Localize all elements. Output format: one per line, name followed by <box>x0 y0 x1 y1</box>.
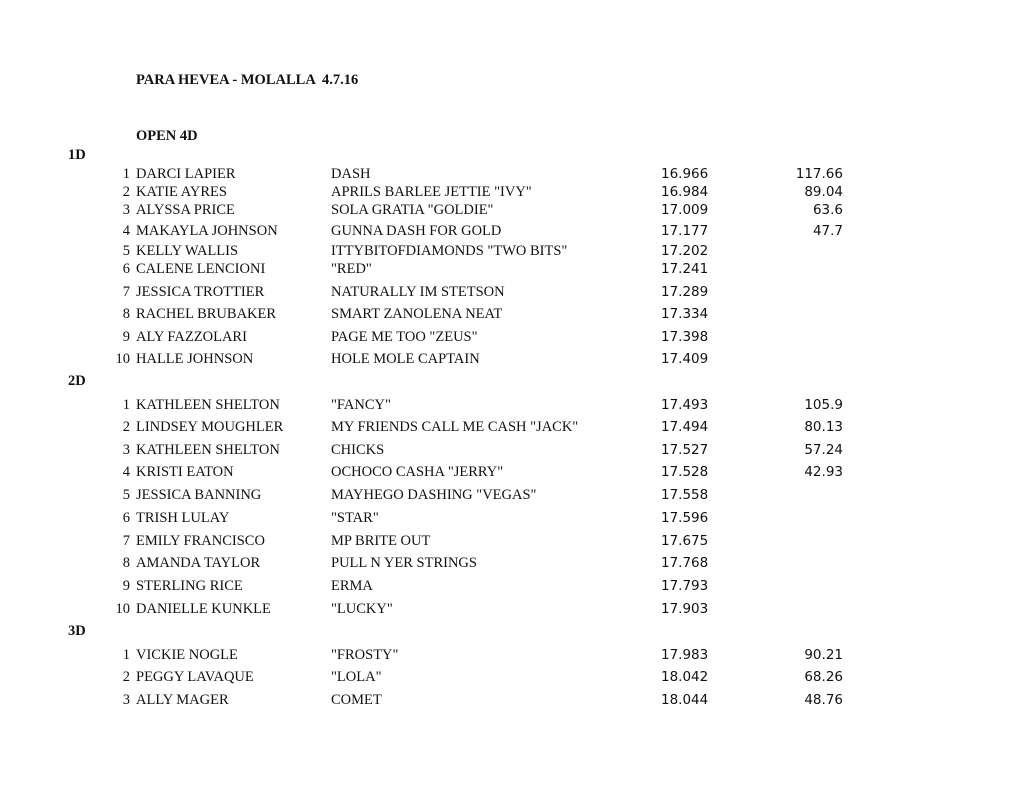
time: 17.528 <box>661 464 709 480</box>
time: 17.334 <box>661 306 709 322</box>
time: 17.903 <box>661 601 709 617</box>
division-label: 1D <box>68 147 86 163</box>
payout: 48.76 <box>804 692 843 708</box>
rider-name: CALENE LENCIONI <box>136 261 266 277</box>
rider-name: DARCI LAPIER <box>136 166 236 182</box>
horse-name: APRILS BARLEE JETTIE "IVY" <box>331 184 532 200</box>
place: 7 <box>122 284 130 300</box>
place: 5 <box>122 487 130 503</box>
place: 8 <box>122 306 130 322</box>
place: 2 <box>122 184 130 200</box>
horse-name: SMART ZANOLENA NEAT <box>331 306 503 322</box>
rider-name: KATHLEEN SHELTON <box>136 397 280 413</box>
payout: 68.26 <box>804 669 843 685</box>
horse-name: ITTYBITOFDIAMONDS "TWO BITS" <box>331 243 568 259</box>
horse-name: OCHOCO CASHA "JERRY" <box>331 464 504 480</box>
division-label: 3D <box>68 623 86 639</box>
horse-name: SOLA GRATIA "GOLDIE" <box>331 202 494 218</box>
class-title: OPEN 4D <box>136 128 198 144</box>
place: 3 <box>122 442 130 458</box>
horse-name: MY FRIENDS CALL ME CASH "JACK" <box>331 419 579 435</box>
horse-name: "LOLA" <box>331 669 382 685</box>
horse-name: COMET <box>331 692 382 708</box>
time: 17.527 <box>661 442 709 458</box>
horse-name: NATURALLY IM STETSON <box>331 284 505 300</box>
place: 9 <box>122 578 130 594</box>
horse-name: HOLE MOLE CAPTAIN <box>331 351 480 367</box>
rider-name: ALY FAZZOLARI <box>136 329 247 345</box>
horse-name: "FROSTY" <box>331 647 399 663</box>
horse-name: "RED" <box>331 261 372 277</box>
rider-name: ALLY MAGER <box>136 692 229 708</box>
place: 6 <box>122 510 130 526</box>
horse-name: PULL N YER STRINGS <box>331 555 477 571</box>
rider-name: KELLY WALLIS <box>136 243 239 259</box>
time: 17.768 <box>661 555 709 571</box>
time: 17.793 <box>661 578 709 594</box>
place: 4 <box>122 464 130 480</box>
payout: 89.04 <box>804 184 843 200</box>
horse-name: CHICKS <box>331 442 385 458</box>
horse-name: "STAR" <box>331 510 379 526</box>
time: 17.983 <box>661 647 709 663</box>
payout: 105.9 <box>804 397 843 413</box>
horse-name: MAYHEGO DASHING "VEGAS" <box>331 487 537 503</box>
time: 17.241 <box>661 261 709 277</box>
rider-name: RACHEL BRUBAKER <box>136 306 277 322</box>
time: 17.202 <box>661 243 709 259</box>
time: 17.558 <box>661 487 709 503</box>
time: 17.596 <box>661 510 709 526</box>
place: 1 <box>122 397 130 413</box>
place: 5 <box>122 243 130 259</box>
place: 1 <box>122 647 130 663</box>
horse-name: PAGE ME TOO "ZEUS" <box>331 329 478 345</box>
time: 17.493 <box>661 397 709 413</box>
place: 10 <box>115 351 130 367</box>
time: 17.398 <box>661 329 709 345</box>
rider-name: MAKAYLA JOHNSON <box>136 223 278 239</box>
horse-name: ERMA <box>331 578 373 594</box>
rider-name: JESSICA BANNING <box>136 487 262 503</box>
time: 16.966 <box>661 166 709 182</box>
rider-name: TRISH LULAY <box>136 510 230 526</box>
rider-name: PEGGY LAVAQUE <box>136 669 254 685</box>
time: 18.042 <box>661 669 709 685</box>
place: 3 <box>122 202 130 218</box>
payout: 57.24 <box>804 442 843 458</box>
payout: 80.13 <box>804 419 843 435</box>
document-date: 4.7.16 <box>322 72 359 88</box>
horse-name: GUNNA DASH FOR GOLD <box>331 223 502 239</box>
horse-name: "LUCKY" <box>331 601 393 617</box>
payout: 117.66 <box>795 166 843 182</box>
place: 7 <box>122 533 130 549</box>
time: 17.289 <box>661 284 709 300</box>
place: 2 <box>122 419 130 435</box>
place: 9 <box>122 329 130 345</box>
rider-name: AMANDA TAYLOR <box>136 555 261 571</box>
time: 17.409 <box>661 351 709 367</box>
horse-name: DASH <box>331 166 371 182</box>
payout: 47.7 <box>812 223 843 239</box>
place: 4 <box>122 223 130 239</box>
rider-name: STERLING RICE <box>136 578 243 594</box>
rider-name: JESSICA TROTTIER <box>136 284 265 300</box>
place: 6 <box>122 261 130 277</box>
place: 3 <box>122 692 130 708</box>
payout: 63.6 <box>812 202 843 218</box>
place: 2 <box>122 669 130 685</box>
horse-name: MP BRITE OUT <box>331 533 431 549</box>
time: 18.044 <box>661 692 709 708</box>
rider-name: ALYSSA PRICE <box>136 202 235 218</box>
place: 1 <box>122 166 130 182</box>
payout: 42.93 <box>804 464 843 480</box>
rider-name: KRISTI EATON <box>136 464 234 480</box>
time: 17.675 <box>661 533 709 549</box>
rider-name: VICKIE NOGLE <box>136 647 238 663</box>
horse-name: "FANCY" <box>331 397 391 413</box>
time: 16.984 <box>661 184 709 200</box>
payout: 90.21 <box>804 647 843 663</box>
rider-name: KATIE AYRES <box>136 184 227 200</box>
rider-name: DANIELLE KUNKLE <box>136 601 271 617</box>
place: 8 <box>122 555 130 571</box>
rider-name: LINDSEY MOUGHLER <box>136 419 284 435</box>
rider-name: HALLE JOHNSON <box>136 351 254 367</box>
rider-name: EMILY FRANCISCO <box>136 533 265 549</box>
division-label: 2D <box>68 373 86 389</box>
time: 17.009 <box>661 202 709 218</box>
document-title: PARA HEVEA - MOLALLA <box>136 72 316 88</box>
rider-name: KATHLEEN SHELTON <box>136 442 280 458</box>
place: 10 <box>115 601 130 617</box>
time: 17.494 <box>661 419 709 435</box>
time: 17.177 <box>661 223 709 239</box>
